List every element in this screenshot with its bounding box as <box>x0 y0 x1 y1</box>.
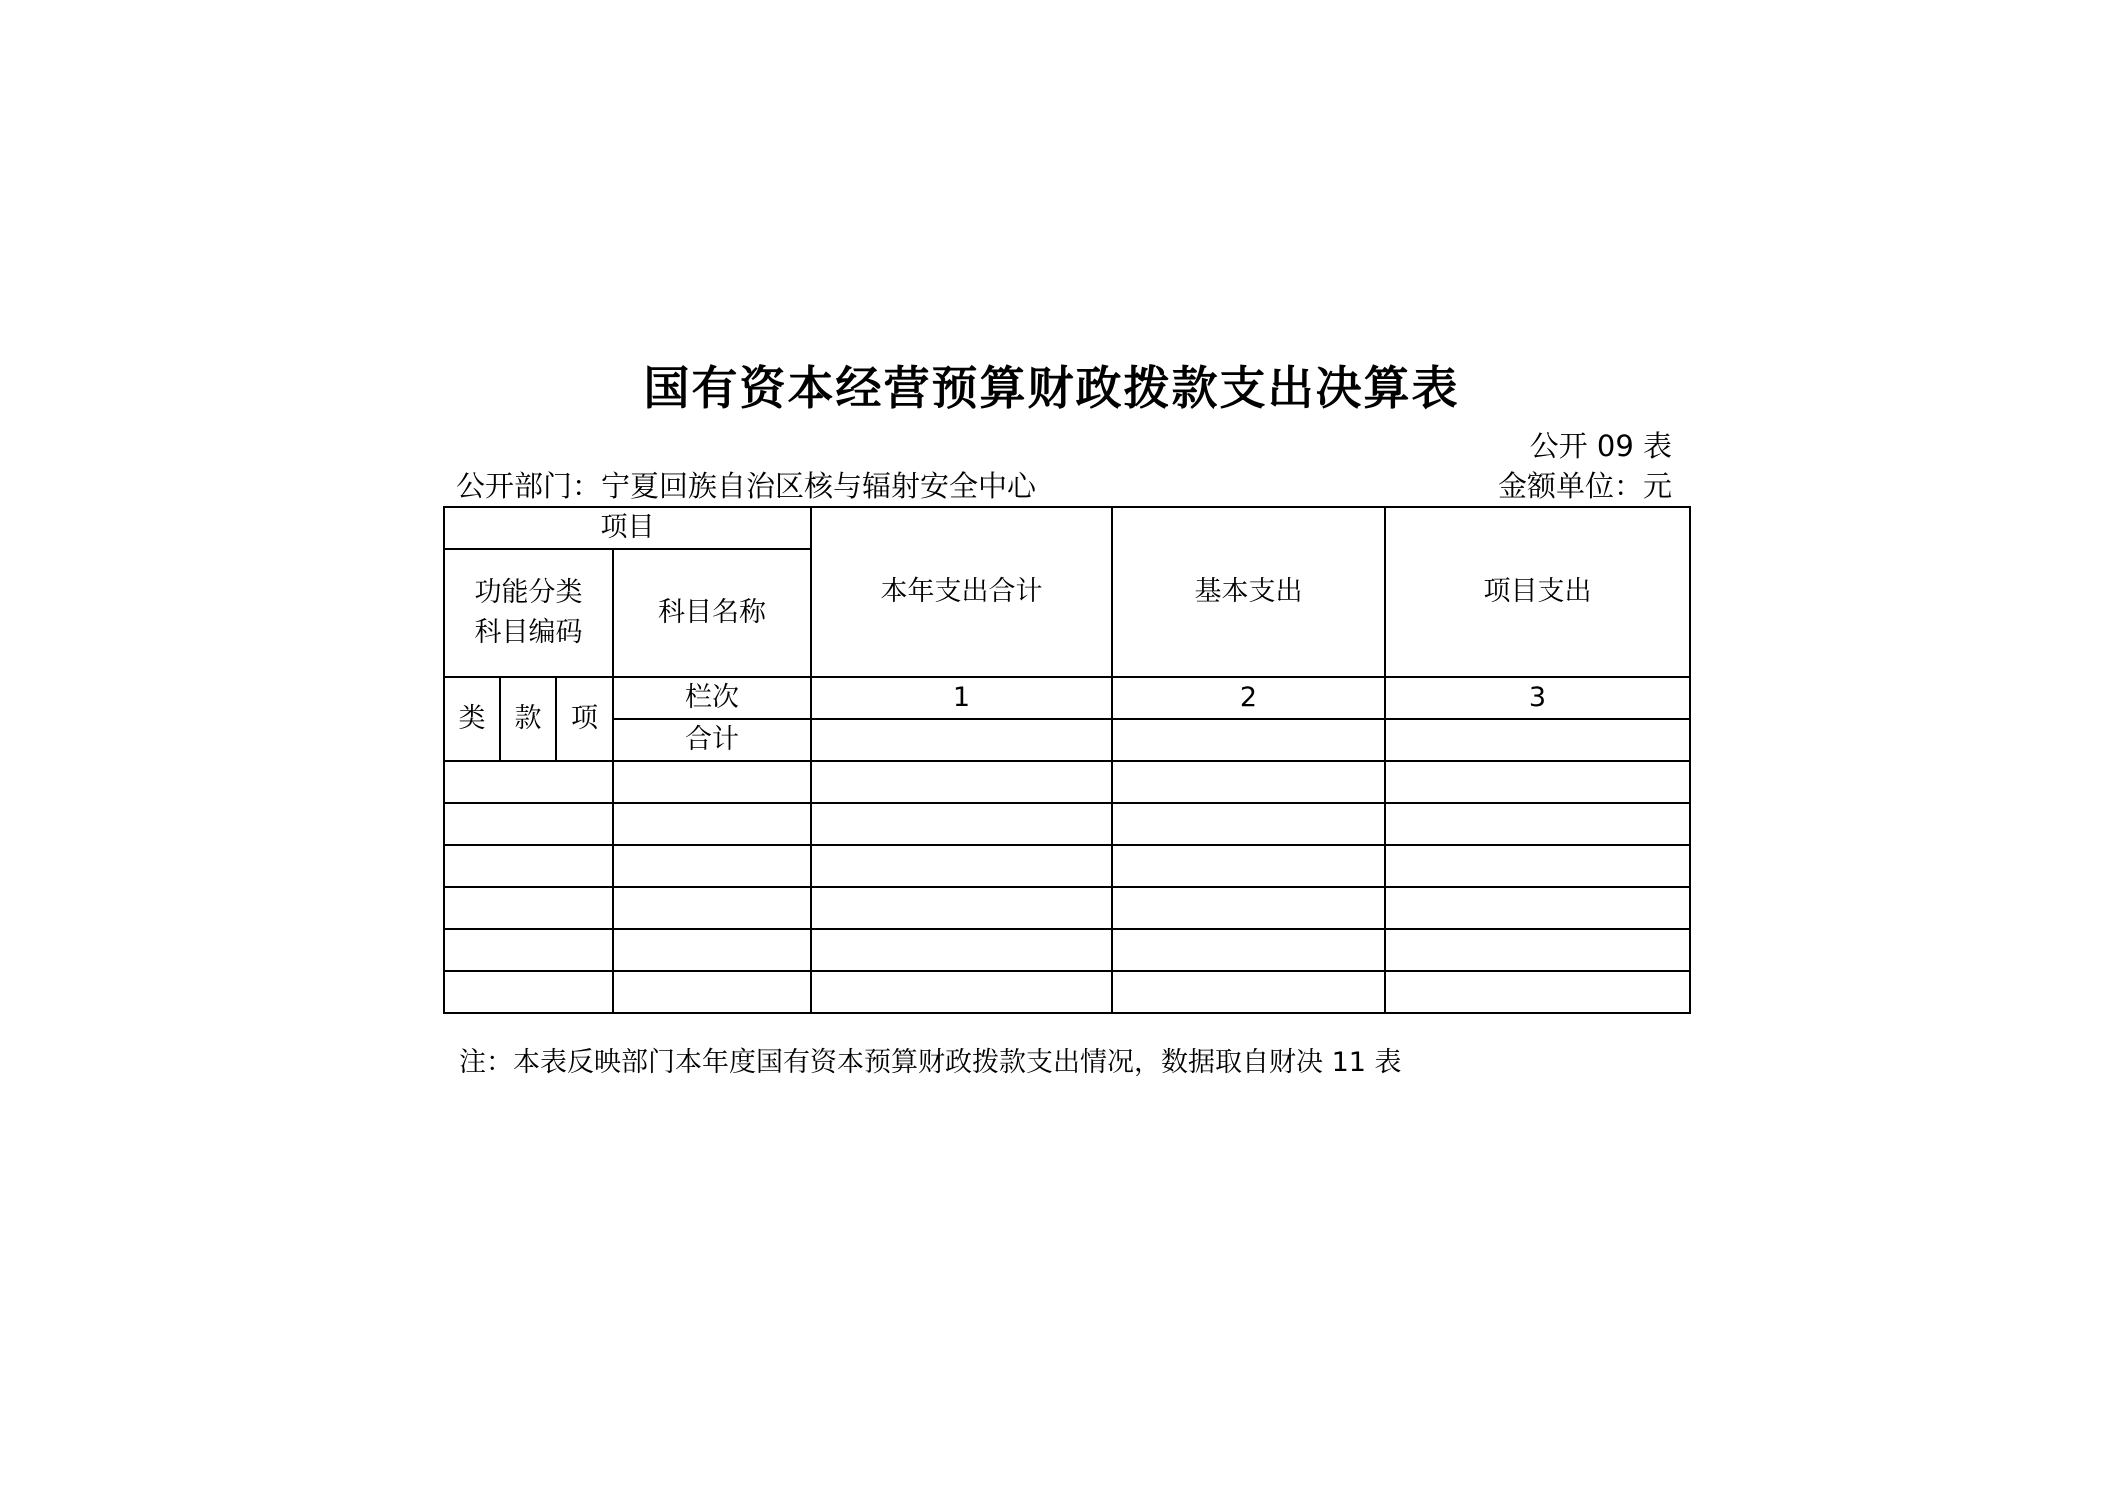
table-row <box>444 971 1690 1013</box>
row-subject-cell <box>613 845 811 887</box>
column-order-row <box>444 677 1690 719</box>
row-basic-cell <box>1112 929 1385 971</box>
sum-project-cell <box>1385 719 1690 761</box>
row-project-cell <box>1385 929 1690 971</box>
row-subject-cell <box>613 803 811 845</box>
row-subject-cell <box>613 929 811 971</box>
header-lei: 类 <box>444 677 500 761</box>
row-project-cell <box>1385 971 1690 1013</box>
header-func-code <box>444 549 613 677</box>
header-kuan: 款 <box>500 677 556 761</box>
amount-unit-label: 金额单位：元 <box>1497 469 1672 503</box>
row-code-cell <box>444 845 613 887</box>
row-code-cell <box>444 887 613 929</box>
sum-row <box>444 719 1690 761</box>
department-label: 公开部门：宁夏回族自治区核与辐射安全中心 <box>456 469 1037 503</box>
row-code-cell <box>444 803 613 845</box>
header-xiang: 项 <box>556 677 613 761</box>
header-func-code-text: 功能分类科目编码 <box>474 577 583 648</box>
table-row <box>444 845 1690 887</box>
sum-row-label: 合计 <box>613 719 811 761</box>
row-total-cell <box>811 845 1112 887</box>
row-code-cell <box>444 929 613 971</box>
column-number-1: 1 <box>811 677 1112 719</box>
row-subject-cell <box>613 761 811 803</box>
row-total-cell <box>811 971 1112 1013</box>
row-basic-cell <box>1112 761 1385 803</box>
row-basic-cell <box>1112 845 1385 887</box>
row-total-cell <box>811 803 1112 845</box>
header-project-expenditure: 项目支出 <box>1385 507 1690 677</box>
row-code-cell <box>444 761 613 803</box>
header-subject-name: 科目名称 <box>613 549 811 677</box>
header-project: 项目 <box>444 507 811 549</box>
row-total-cell <box>811 887 1112 929</box>
row-basic-cell <box>1112 971 1385 1013</box>
row-project-cell <box>1385 887 1690 929</box>
row-project-cell <box>1385 761 1690 803</box>
column-number-2: 2 <box>1112 677 1385 719</box>
expenditure-table <box>443 506 1691 1014</box>
table-row <box>444 803 1690 845</box>
sum-basic-cell <box>1112 719 1385 761</box>
row-basic-cell <box>1112 803 1385 845</box>
table-row <box>444 761 1690 803</box>
row-code-cell <box>444 971 613 1013</box>
header-column-order: 栏次 <box>613 677 811 719</box>
sum-total-cell <box>811 719 1112 761</box>
header-row-1 <box>444 507 1690 549</box>
table-row <box>444 887 1690 929</box>
table-row <box>444 929 1690 971</box>
column-number-3: 3 <box>1385 677 1690 719</box>
row-subject-cell <box>613 971 811 1013</box>
row-project-cell <box>1385 845 1690 887</box>
row-total-cell <box>811 761 1112 803</box>
row-subject-cell <box>613 887 811 929</box>
table-number: 公开 09 表 <box>1529 429 1672 463</box>
row-total-cell <box>811 929 1112 971</box>
row-basic-cell <box>1112 887 1385 929</box>
footnote: 注：本表反映部门本年度国有资本预算财政拨款支出情况，数据取自财决 11 表 <box>459 1047 1402 1078</box>
row-project-cell <box>1385 803 1690 845</box>
header-basic: 基本支出 <box>1112 507 1385 677</box>
header-total: 本年支出合计 <box>811 507 1112 677</box>
document-title: 国有资本经营预算财政拨款支出决算表 <box>643 361 1460 415</box>
